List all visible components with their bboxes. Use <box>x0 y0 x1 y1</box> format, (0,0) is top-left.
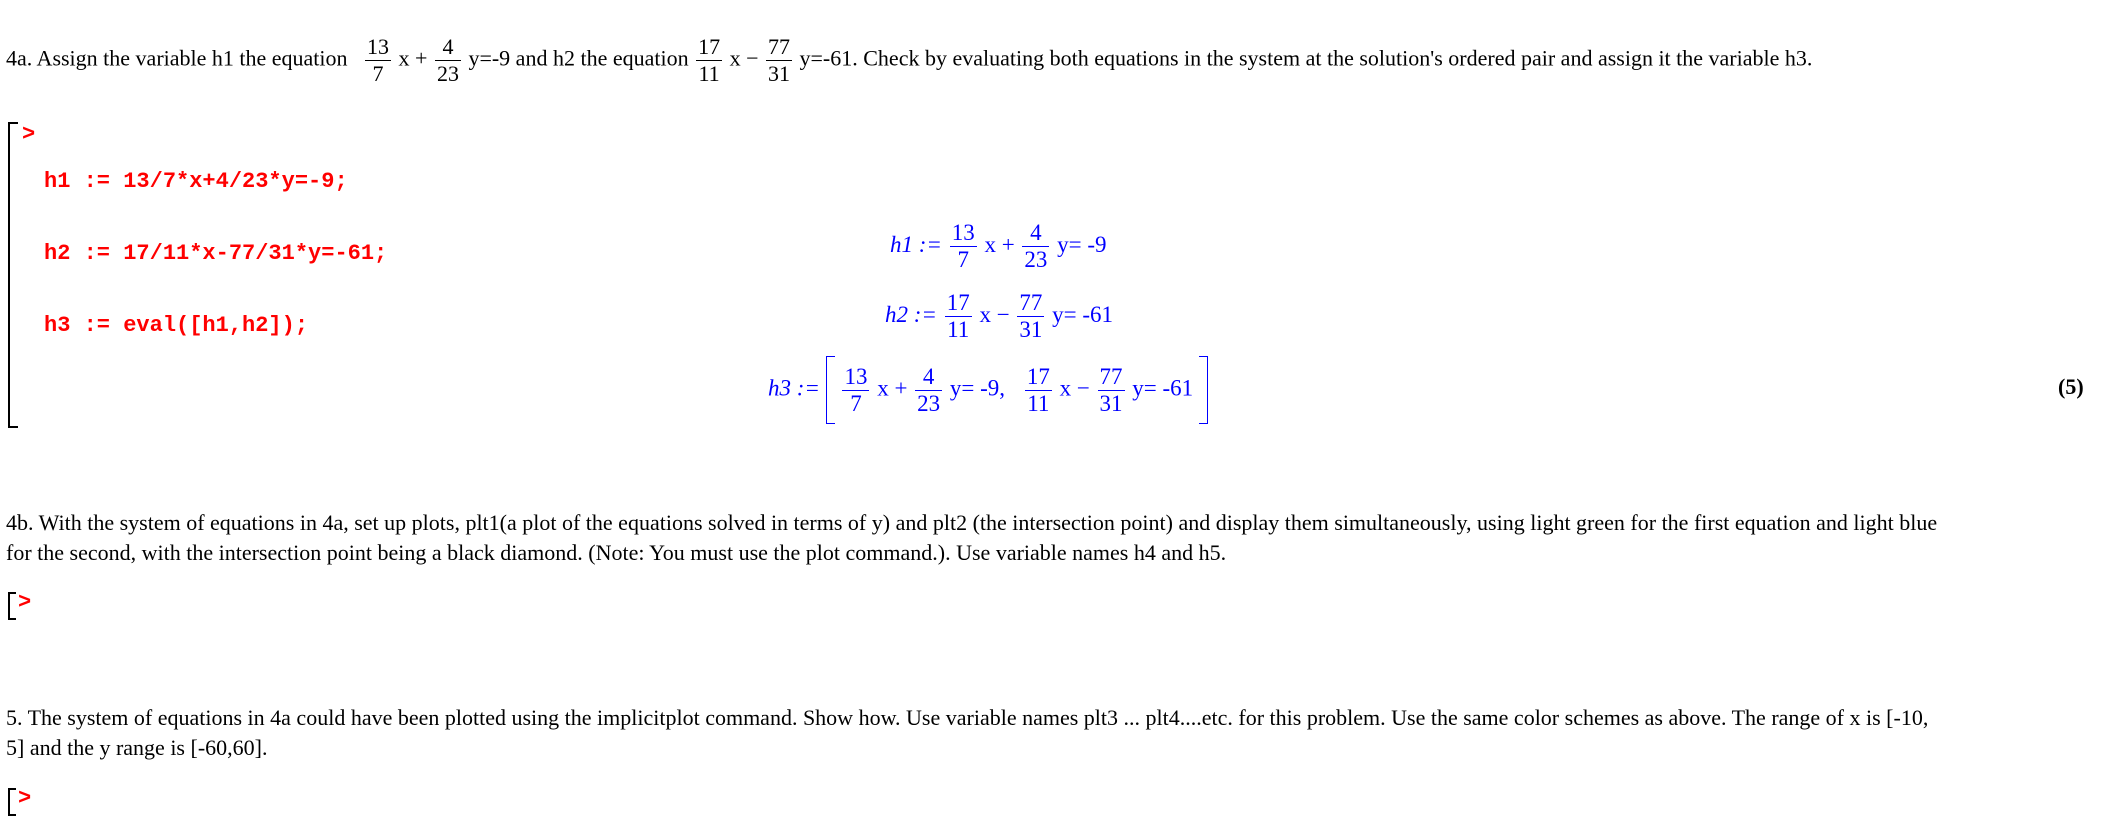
output-h3: h3 := $\frac{13}{7}$ x + $\frac{4}{23}$ y= -9, $\frac{17}{11}$ x − $\frac{77}{31}$ y= -61 <box>768 356 1208 424</box>
output-h1: h1 := $\frac{13}{7}$ x + $\frac{4}{23}$ y= -9 <box>890 220 1107 272</box>
code-line-h2[interactable]: h2 := 17/11*x-77/31*y=-61; <box>44 241 388 266</box>
q4a-fraction-1: $\frac{13}{7}$ <box>367 34 390 86</box>
q5-line-1: 5. The system of equations in 4a could have been plotted using the implicitplot command. Show how. Use variable names plt3 ... plt4....etc. for this problem. Use the same color schemes as above. The range of x is [-10, <box>6 705 1929 730</box>
input-code[interactable] <box>44 122 387 386</box>
question-4b <box>6 508 1937 568</box>
q4a-fraction-2: $\frac{4}{23}$ <box>436 34 459 86</box>
input-prompt[interactable]: > <box>22 122 36 147</box>
empty-input-5[interactable] <box>8 786 32 814</box>
output-h2: h2 := $\frac{17}{11}$ x − $\frac{77}{31}$ y= -61 <box>885 290 1114 342</box>
right-bracket <box>1199 356 1208 424</box>
question-4a: 4a. Assign the variable h1 the equation $\frac{13}{7}$ x + $\frac{4}{23}$ y=-9 and h2 the equation $\frac{17}{11}$ x − $\frac{77}{31}$ y=-61. Check by evaluating both equations in the system at the solution's ordered pair and assign it the variable h3. <box>6 34 1813 86</box>
input-prompt[interactable]: > <box>18 590 32 615</box>
q4b-line-2: for the second, with the intersection point being a black diamond. (Note: You must use the plot command.). Use variable names h4 and h5. <box>6 540 1227 565</box>
equation-label: (5) <box>2058 374 2084 399</box>
input-prompt[interactable]: > <box>18 786 32 811</box>
code-line-h3[interactable]: h3 := eval([h1,h2]); <box>44 313 309 338</box>
q4a-prefix: 4a. Assign the variable h1 the equation <box>6 45 348 71</box>
code-line-h1[interactable]: h1 := 13/7*x+4/23*y=-9; <box>44 169 348 194</box>
question-5 <box>6 703 1928 763</box>
q4b-line-1: 4b. With the system of equations in 4a, set up plots, plt1(a plot of the equations solved in terms of y) and plt2 (the intersection point) and display them simultaneously, using light green for the first equation and light blue <box>6 510 1938 535</box>
empty-input-4b[interactable] <box>8 590 32 618</box>
execution-group-bracket[interactable] <box>8 122 18 428</box>
left-bracket <box>826 356 835 424</box>
q4a-fraction-3: $\frac{17}{11}$ <box>698 34 721 86</box>
q5-line-2: 5] and the y range is [-60,60]. <box>6 735 268 760</box>
q4a-fraction-4: $\frac{77}{31}$ <box>768 34 791 86</box>
